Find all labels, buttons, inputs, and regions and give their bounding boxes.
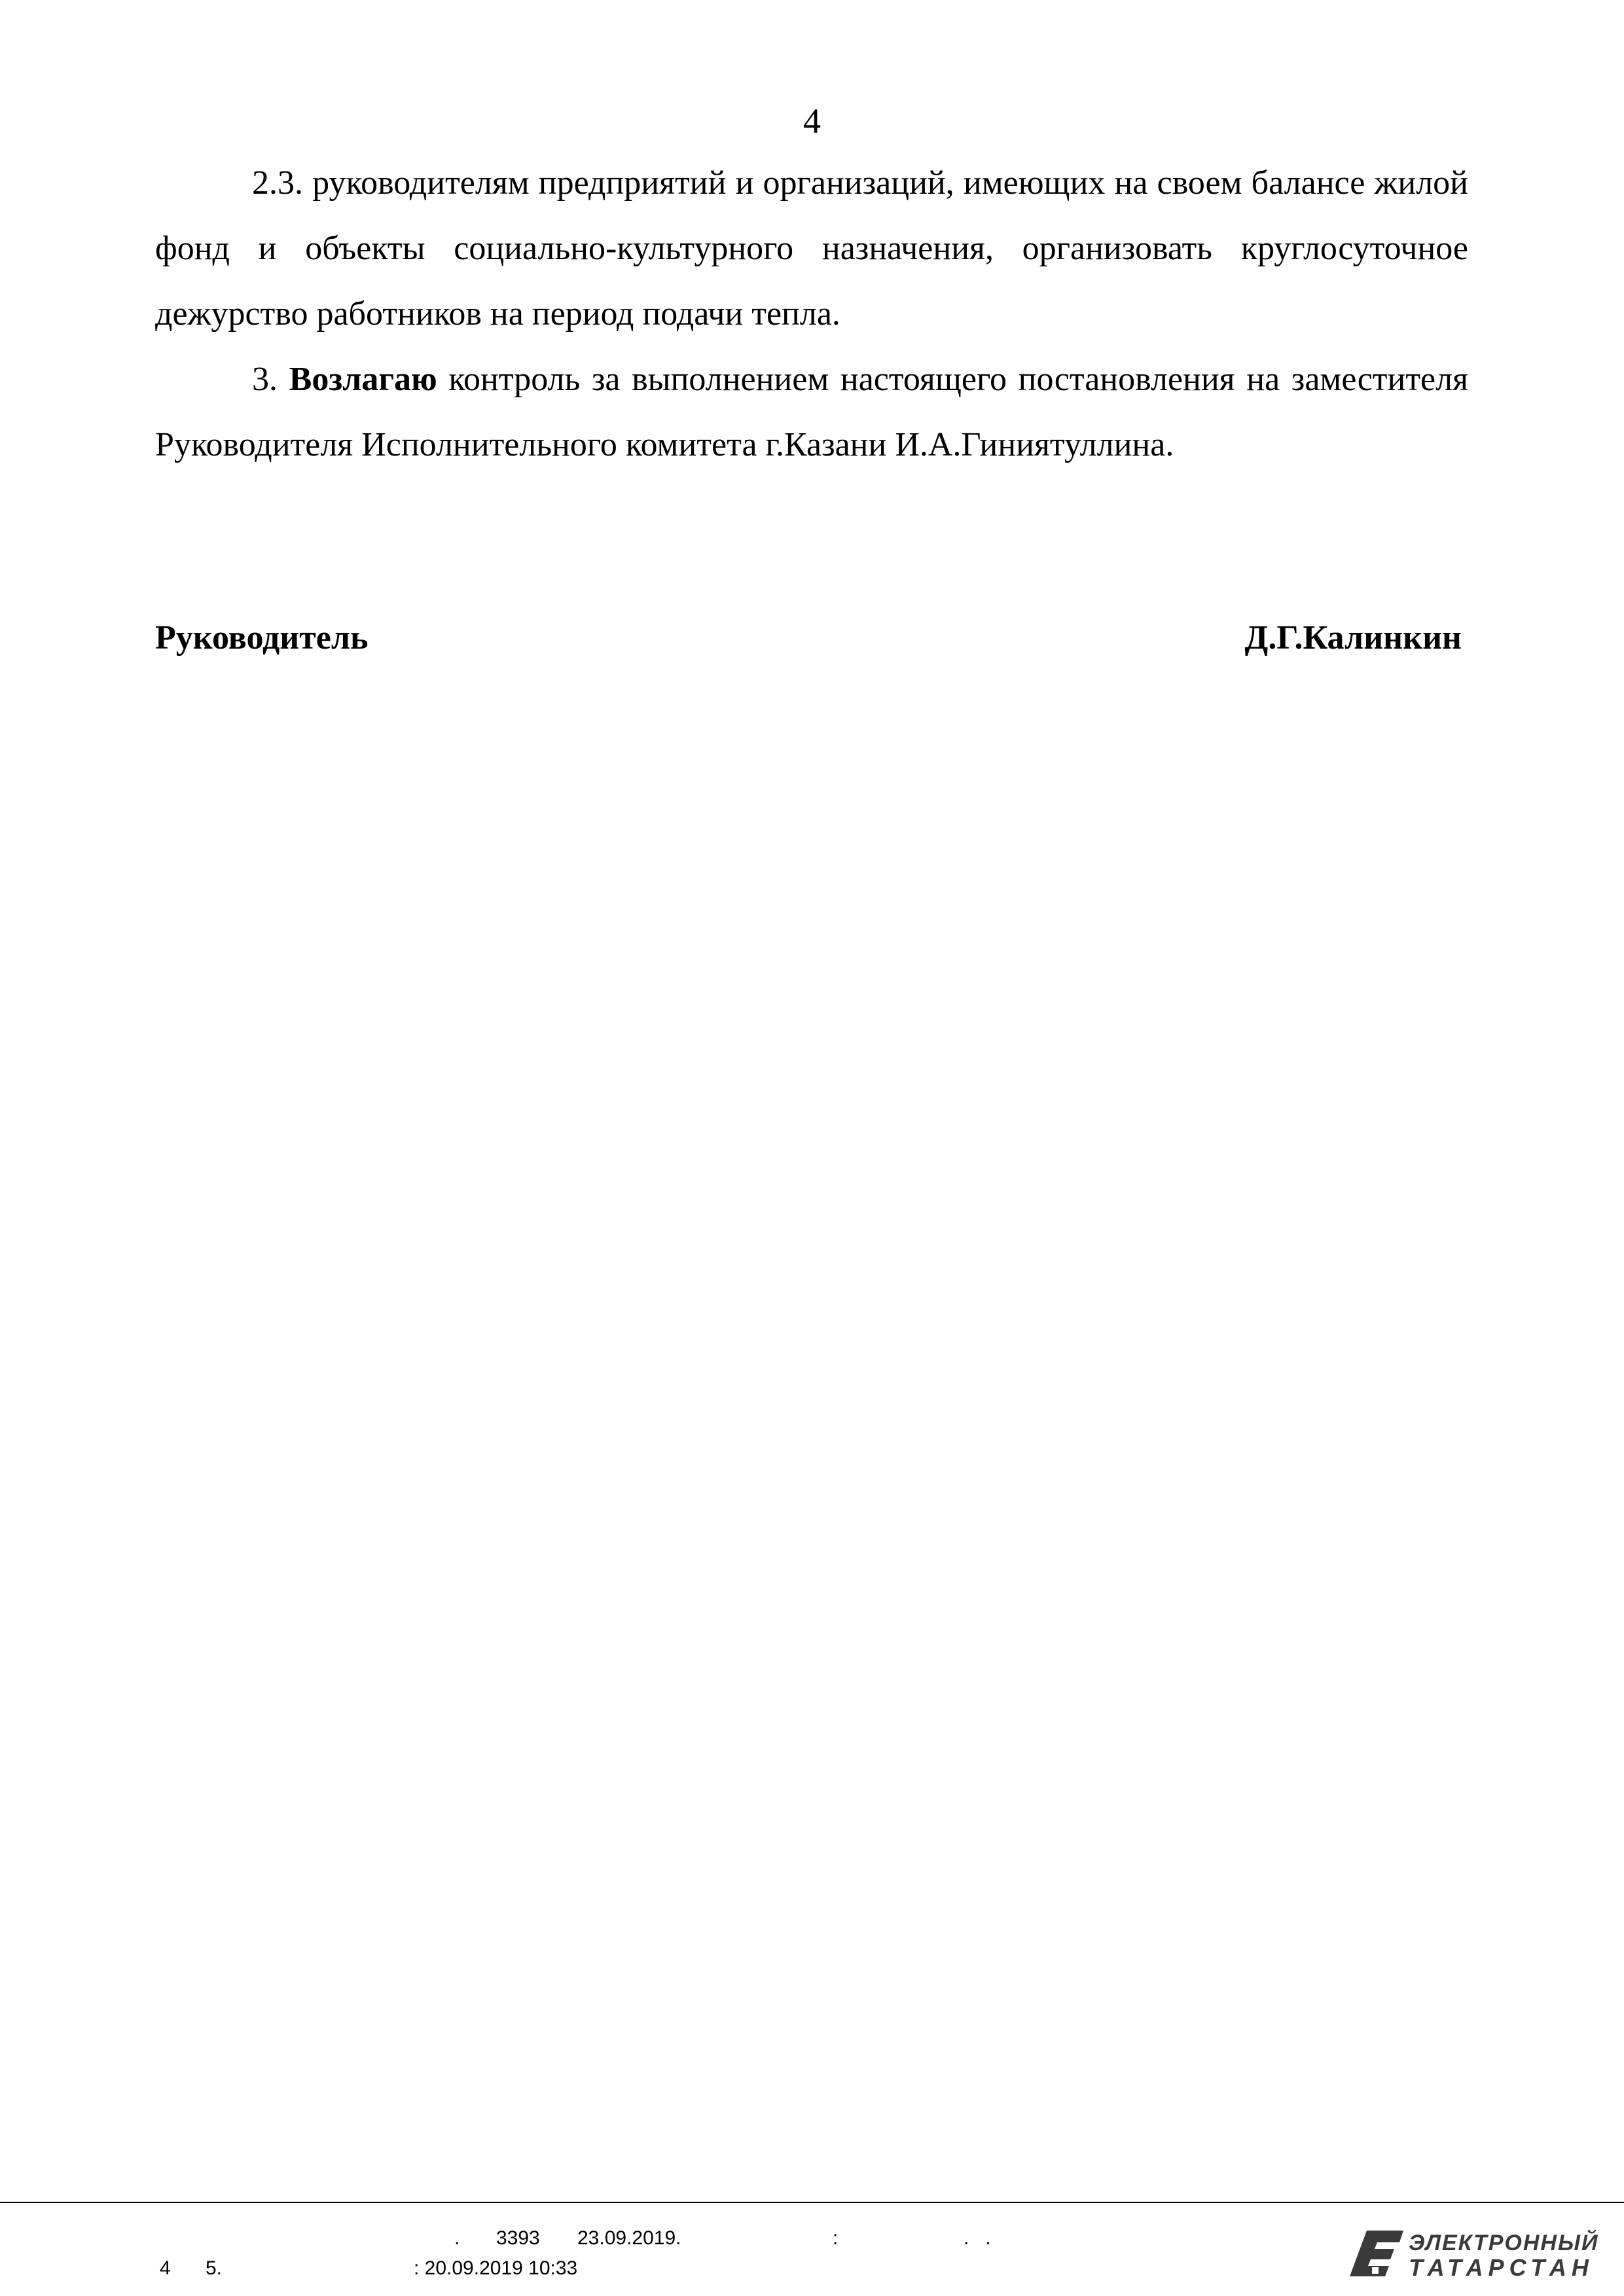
- footer-divider: [0, 2202, 1624, 2203]
- logo-line-2: ТАТАРСТАН: [1409, 2254, 1594, 2281]
- document-body: [155, 151, 1468, 478]
- page-number: 4: [803, 101, 821, 141]
- electronic-tatarstan-logo-icon: [1348, 2228, 1405, 2278]
- footer-document-number: 3393: [496, 2227, 540, 2249]
- logo-line-1: ЭЛЕКТРОННЫЙ: [1409, 2231, 1599, 2255]
- paragraph-3-bold-verb: Возлагаю: [289, 361, 437, 398]
- paragraph-3-number: 3.: [252, 361, 289, 398]
- paragraph-2-3: 2.3. руководителям предприятий и организаций, имеющих на своем балансе жилой фонд и объекты социально-культурного назначения, организовать круглосуточное дежурство работников на период подачи тепла.: [155, 164, 1468, 332]
- footer-dots: . .: [964, 2227, 991, 2249]
- signature-name: Д.Г.Калинкин: [1244, 619, 1462, 656]
- signature-block: [155, 615, 1462, 661]
- paragraph-3: [155, 347, 1468, 478]
- footer-page-total: 5.: [206, 2257, 223, 2279]
- footer-colon: :: [833, 2227, 839, 2249]
- footer-page-current: 4: [160, 2257, 171, 2279]
- footer-dot: .: [454, 2227, 460, 2249]
- footer-document-date: 23.09.2019.: [577, 2227, 681, 2249]
- electronic-tatarstan-logo: [1348, 2227, 1599, 2281]
- footer-signed-timestamp: : 20.09.2019 10:33: [414, 2257, 578, 2279]
- signature-title: Руководитель: [155, 619, 369, 656]
- paragraph-3-text: контроль за выполнением настоящего постановления на заместителя Руководителя Исполнительного комитета г.Казани И.А.Гиниятуллина.: [155, 361, 1468, 463]
